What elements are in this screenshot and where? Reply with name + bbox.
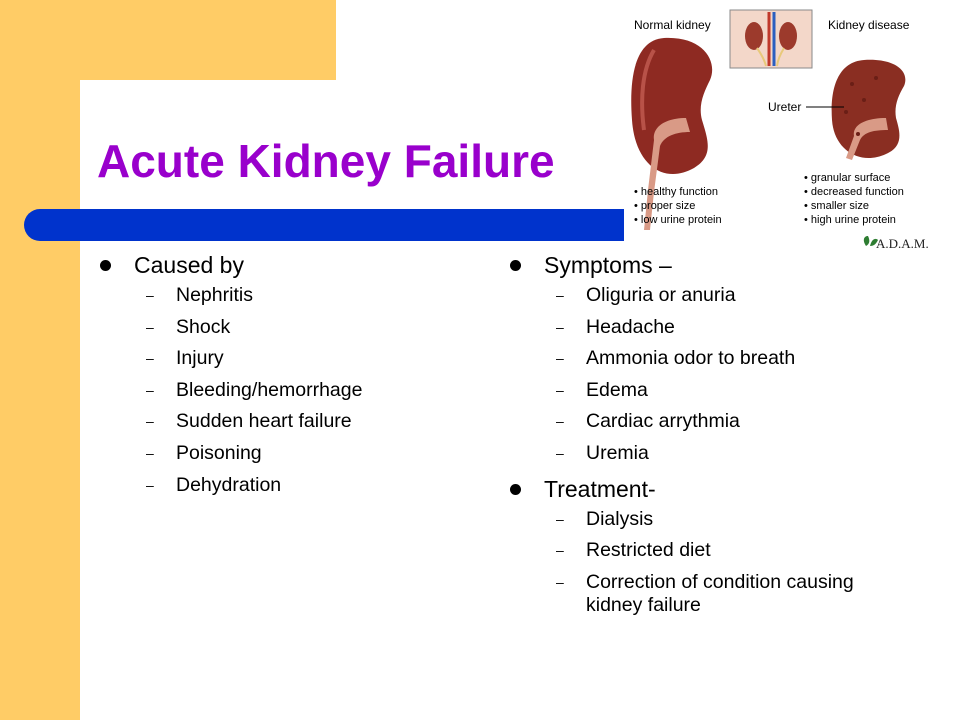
list-item xyxy=(100,284,480,307)
left-accent-strip xyxy=(0,0,80,720)
title-underline-bar xyxy=(24,209,624,241)
list-item xyxy=(510,284,950,307)
dash-icon: – xyxy=(146,350,154,367)
symptoms-heading-item xyxy=(510,250,950,280)
treatment-heading: Treatment- xyxy=(544,475,656,502)
list-item-text: Poisoning xyxy=(176,441,262,464)
list-item xyxy=(510,539,950,562)
dash-icon: – xyxy=(556,381,564,398)
list-item-text: Oliguria or anuria xyxy=(586,284,736,306)
list-item xyxy=(510,379,950,402)
list-item xyxy=(100,410,480,433)
bullet-icon xyxy=(100,260,111,271)
symptoms-list xyxy=(510,284,950,465)
treatment-list xyxy=(510,508,950,617)
list-item xyxy=(100,316,480,339)
dash-icon: – xyxy=(146,476,154,493)
symptoms-treatment-column xyxy=(510,250,950,625)
list-item-text: Ammonia odor to breath xyxy=(586,347,796,370)
dash-icon: – xyxy=(556,350,564,367)
list-item xyxy=(100,379,480,402)
disease-note: • decreased function xyxy=(804,186,904,198)
list-item-text: Cardiac arrythmia xyxy=(586,410,740,433)
list-item-text: Dehydration xyxy=(176,473,282,496)
disease-note: • granular surface xyxy=(804,172,891,184)
list-item xyxy=(510,347,950,370)
dash-icon: – xyxy=(146,287,154,303)
dash-icon: – xyxy=(146,318,154,335)
list-item-text: Restricted diet xyxy=(586,539,711,562)
normal-note: • healthy function xyxy=(634,186,718,198)
ureter-label: Ureter xyxy=(768,100,802,114)
causes-heading: Caused by xyxy=(134,252,244,278)
list-item xyxy=(510,508,950,531)
list-item xyxy=(100,347,480,370)
causes-column xyxy=(100,250,480,505)
disease-note: • high urine protein xyxy=(804,214,896,226)
dash-icon: – xyxy=(556,444,564,461)
slide-title: Acute Kidney Failure xyxy=(97,135,555,187)
list-item-text: Edema xyxy=(586,378,648,401)
normal-note: • low urine protein xyxy=(634,214,722,226)
list-item xyxy=(510,442,950,465)
kidney-disease-label: Kidney disease xyxy=(828,18,910,32)
dash-icon: – xyxy=(146,413,154,430)
list-item-text: Shock xyxy=(176,315,231,338)
treatment-heading-item xyxy=(510,474,950,504)
dash-icon: – xyxy=(146,381,154,398)
list-item xyxy=(510,410,950,433)
list-item-text: Bleeding/hemorrhage xyxy=(176,378,363,401)
dash-icon: – xyxy=(556,318,564,335)
causes-heading-item xyxy=(100,250,480,280)
diseased-kidney-icon xyxy=(832,60,906,160)
normal-kidney-label: Normal kidney xyxy=(634,18,711,32)
list-item xyxy=(100,474,480,497)
list-item-text: Uremia xyxy=(586,441,649,464)
adam-logo-text: A.D.A.M. xyxy=(876,236,929,251)
dash-icon: – xyxy=(556,287,564,303)
dash-icon: – xyxy=(556,573,564,590)
dash-icon: – xyxy=(556,542,564,559)
anatomy-inset xyxy=(730,10,812,68)
disease-note: • smaller size xyxy=(804,200,869,212)
list-item-text: Headache xyxy=(586,315,675,338)
list-item xyxy=(510,571,876,617)
kidney-illustration xyxy=(624,0,960,258)
symptoms-heading: Symptoms – xyxy=(544,252,672,278)
list-item-text: Sudden heart failure xyxy=(176,410,352,433)
causes-list xyxy=(100,284,480,497)
dash-icon: – xyxy=(556,510,564,527)
list-item-text: Injury xyxy=(176,347,224,370)
list-item-text: Correction of condition causing kidney failure xyxy=(586,570,854,616)
bullet-icon xyxy=(510,260,521,271)
normal-note: • proper size xyxy=(634,200,696,212)
list-item xyxy=(100,442,480,465)
list-item-text: Nephritis xyxy=(176,284,253,306)
bullet-icon xyxy=(510,484,521,495)
dash-icon: – xyxy=(556,413,564,430)
top-accent-block xyxy=(0,0,336,80)
list-item-text: Dialysis xyxy=(586,507,654,530)
dash-icon: – xyxy=(146,444,154,461)
list-item xyxy=(510,316,950,339)
